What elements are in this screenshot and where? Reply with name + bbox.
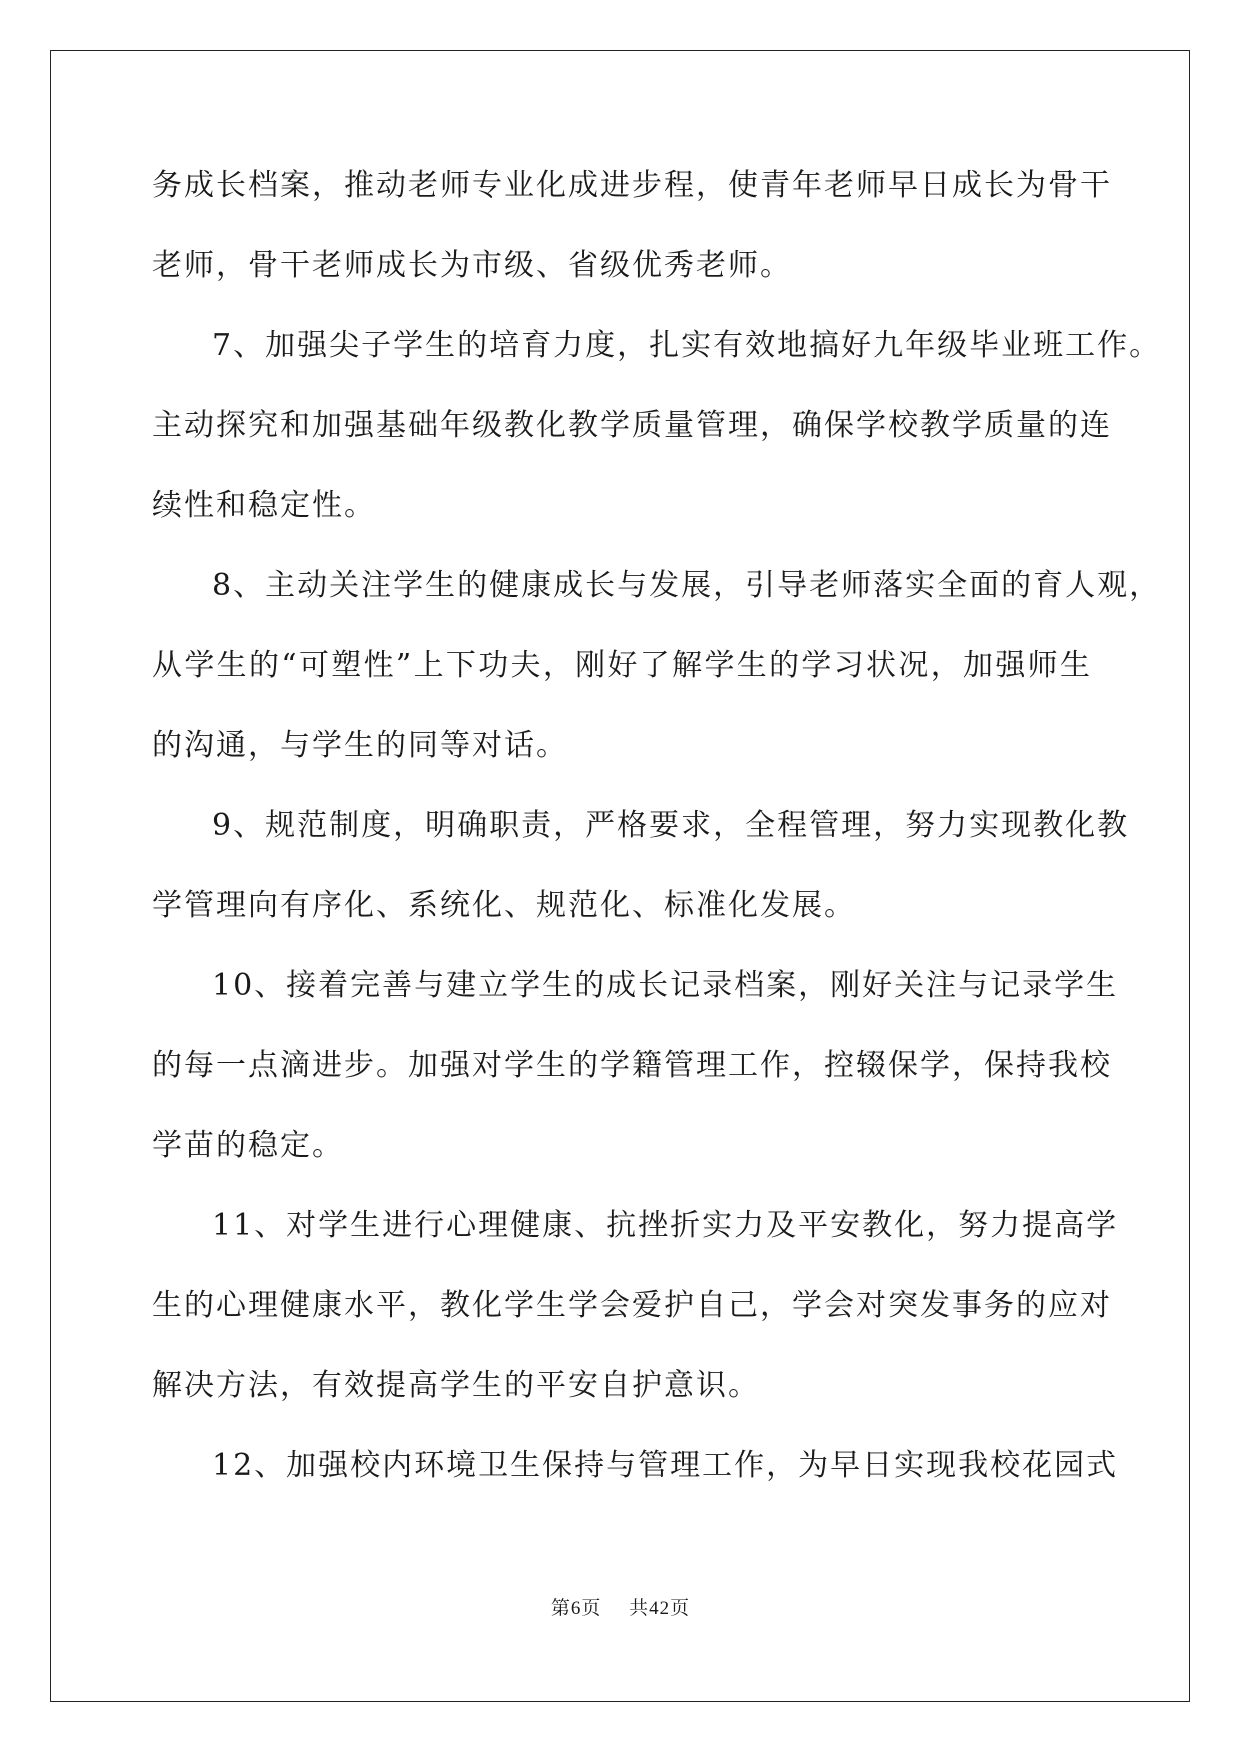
text-line: 的每一点滴进步。加强对学生的学籍管理工作，控辍保学，保持我校 (152, 1048, 1112, 1083)
document-body (152, 146, 1162, 1506)
paragraph-start-line: 7、加强尖子学生的培育力度，扎实有效地搞好九年级毕业班工作。 (212, 328, 1162, 363)
text-line: 学苗的稳定。 (152, 1128, 344, 1163)
paragraph-start-line: 8、主动关注学生的健康成长与发展，引导老师落实全面的育人观， (212, 568, 1162, 603)
text-line: 学管理向有序化、系统化、规范化、标准化发展。 (152, 888, 856, 923)
text-line: 解决方法，有效提高学生的平安自护意识。 (152, 1368, 760, 1403)
text-line: 老师，骨干老师成长为市级、省级优秀老师。 (152, 248, 792, 283)
paragraph-start-line: 9、规范制度，明确职责，严格要求，全程管理，努力实现教化教 (212, 808, 1130, 843)
text-line: 务成长档案，推动老师专业化成进步程，使青年老师早日成长为骨干 (152, 168, 1112, 203)
text-line: 的沟通，与学生的同等对话。 (152, 728, 568, 763)
page-number: 第6页 (550, 1598, 602, 1619)
page-footer (0, 1593, 1241, 1620)
text-line: 生的心理健康水平，教化学生学会爱护自己，学会对突发事务的应对 (152, 1288, 1112, 1323)
paragraph-start-line: 12、加强校内环境卫生保持与管理工作，为早日实现我校花园式 (212, 1448, 1119, 1483)
text-line: 从学生的“可塑性”上下功夫，刚好了解学生的学习状况，加强师生 (152, 648, 1092, 683)
paragraph-start-line: 10、接着完善与建立学生的成长记录档案，刚好关注与记录学生 (212, 968, 1119, 1003)
paragraph-start-line: 11、对学生进行心理健康、抗挫折实力及平安教化，努力提高学 (212, 1208, 1119, 1243)
page-total: 共42页 (629, 1598, 691, 1619)
text-line: 续性和稳定性。 (152, 488, 376, 523)
text-line: 主动探究和加强基础年级教化教学质量管理，确保学校教学质量的连 (152, 408, 1112, 443)
